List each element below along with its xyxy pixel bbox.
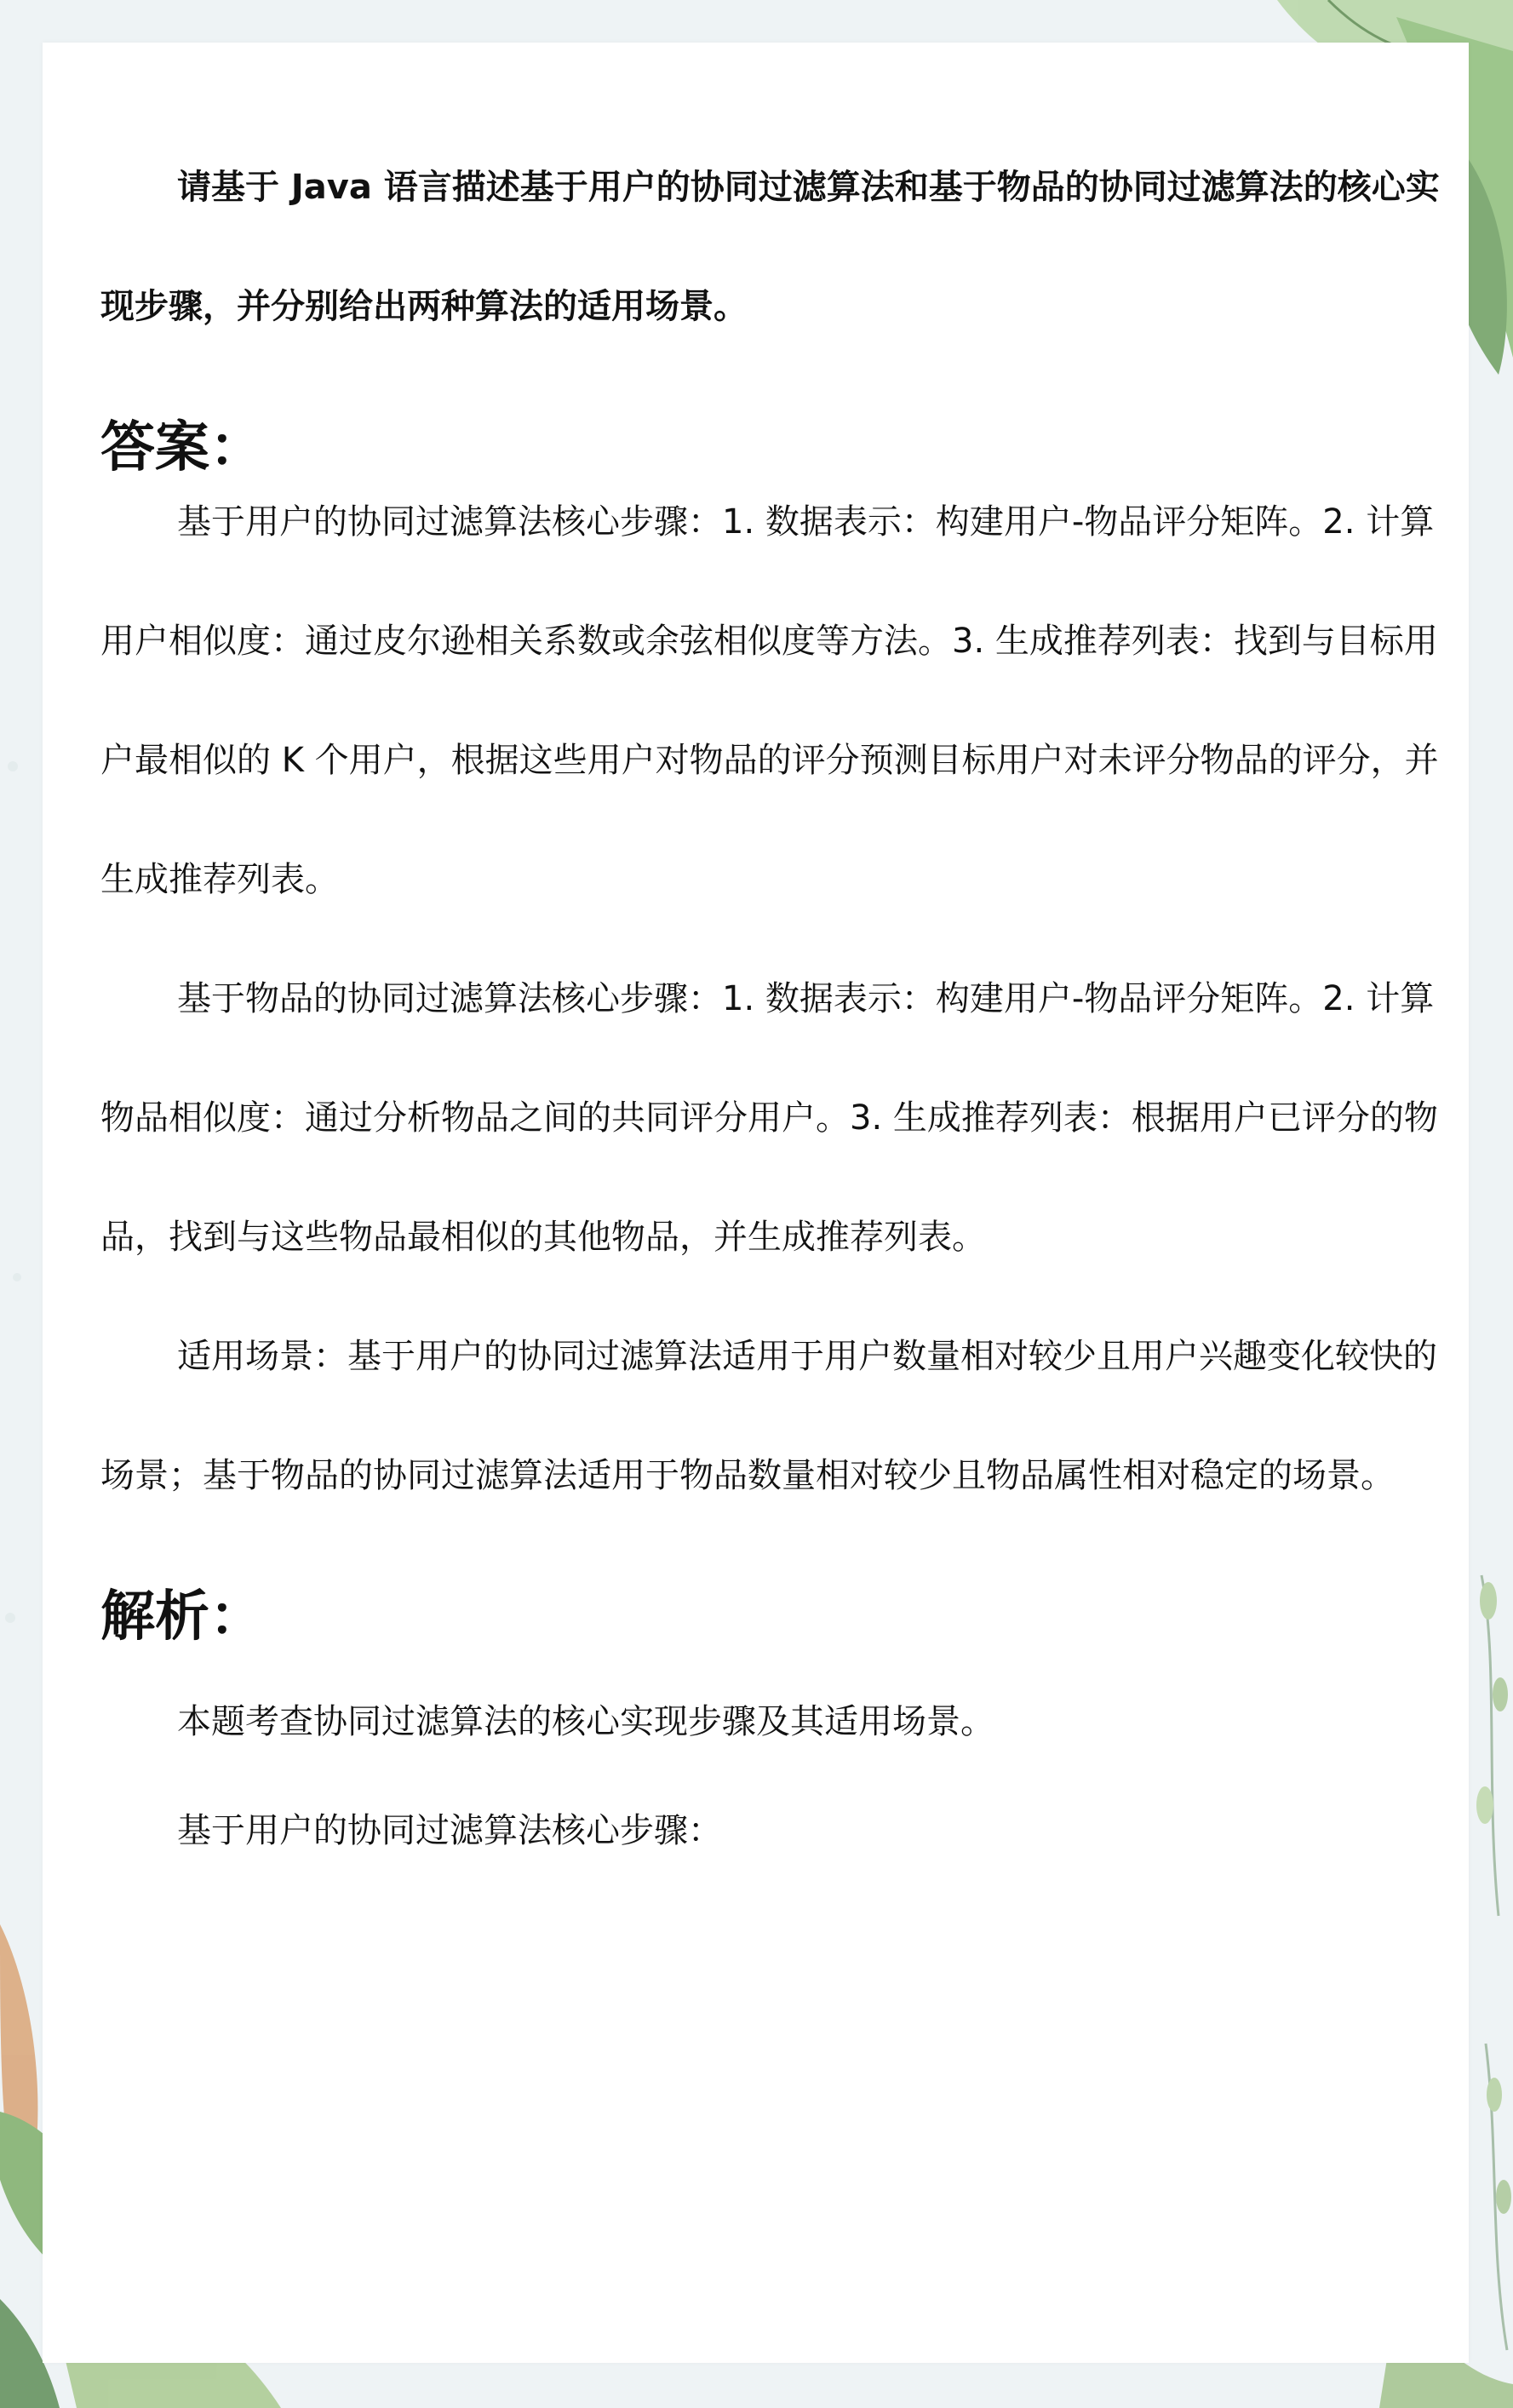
analysis-heading: 解析：: [100, 1585, 264, 1648]
question-text: 请基于 Java 语言描述基于用户的协同过滤算法和基于物品的协同过滤算法的核心实现步骤，并分别给出两种算法的适用场景。: [100, 168, 1440, 326]
analysis-paragraph-user-cf: 基于用户的协同过滤算法核心步骤：: [177, 1810, 722, 1850]
answer-paragraph-item-cf: 基于物品的协同过滤算法核心步骤：1. 数据表示：构建用户-物品评分矩阵。2. 计算物品相似度：通过分析物品之间的共同评分用户。3. 生成推荐列表：根据用户已评分的物品，找到与这些物品最相似的其他物品，并生成推荐列表。: [100, 978, 1438, 1257]
left-faint-pattern-icon: [5, 761, 21, 1623]
document-paper: [43, 43, 1469, 2363]
document-content: [100, 170, 1460, 1885]
analysis-paragraph-intro: 本题考查协同过滤算法的核心实现步骤及其适用场景。: [177, 1701, 994, 1741]
answer-paragraph-scenarios: 适用场景：基于用户的协同过滤算法适用于用户数量相对较少且用户兴趣变化较快的场景；基于物品的协同过滤算法适用于物品数量相对较少且物品属性相对稳定的场景。: [100, 1336, 1437, 1495]
answer-paragraph-user-cf: 基于用户的协同过滤算法核心步骤：1. 数据表示：构建用户-物品评分矩阵。2. 计算用户相似度：通过皮尔逊相关系数或余弦相似度等方法。3. 生成推荐列表：找到与目标用户最相似的 K 个用户，根据这些用户对物品的评分预测目标用户对未评分物品的评分，并生成推荐列表。: [100, 502, 1439, 899]
right-sprig-icon: [1476, 1575, 1511, 2350]
answer-heading: 答案：: [100, 416, 264, 479]
